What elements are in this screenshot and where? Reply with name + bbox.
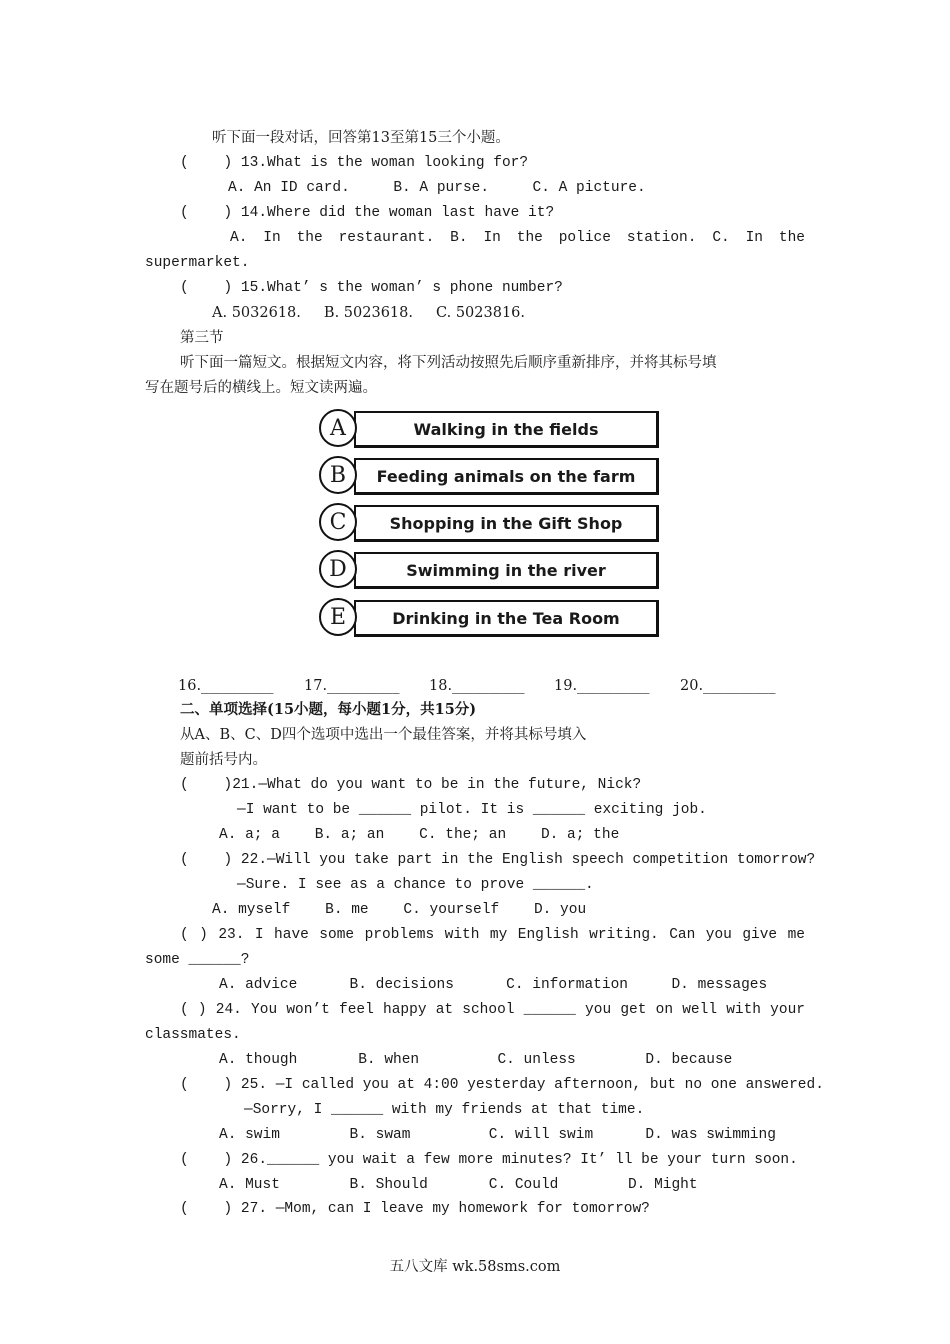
footer-watermark: 五八文库 wk.58sms.com [389, 1259, 561, 1275]
activity-a [318, 408, 660, 448]
activity-b-label: Feeding animals on the farm [354, 458, 659, 495]
question-22: ( ) 22.—Will you take part in the English speech competition tomorrow? [180, 852, 816, 868]
activity-c-label: Shopping in the Gift Shop [354, 505, 659, 542]
question-26: ( ) 26.______ you wait a few more minutes? It’ ll be your turn soon. [180, 1152, 798, 1168]
question-22-line-2: —Sure. I see as a chance to prove ______. [237, 877, 594, 893]
question-25: ( ) 25. —I called you at 4:00 yesterday afternoon, but no one answered. [180, 1077, 824, 1093]
activity-e-label: Drinking in the Tea Room [354, 600, 659, 637]
question-14-options: A. In the restaurant. B. In the police station. C. In the [230, 230, 805, 246]
question-24-cont: classmates. [145, 1027, 241, 1043]
answer-blank-20[interactable]: 20.__________ [680, 678, 776, 694]
question-23: ( ) 23. I have some problems with my English writing. Can you give me [180, 927, 805, 943]
listening-intro: 听下面一段对话，回答第13至第15三个小题。 [212, 130, 510, 146]
question-15: ( ) 15.What’ s the woman’ s phone number? [180, 280, 563, 296]
activity-c-letter: C [319, 503, 357, 541]
question-23-options: A. advice B. decisions C. information D. messages [219, 977, 768, 993]
part-2-title: 二、单项选择(15小题，每小题1分，共15分) [180, 701, 477, 718]
section-3-instruction-2: 写在题号后的横线上。短文读两遍。 [145, 380, 377, 396]
answer-blank-18[interactable]: 18.__________ [429, 678, 525, 694]
question-24: ( ) 24. You won’t feel happy at school ______ you get on well with your [180, 1002, 805, 1018]
question-22-options: A. myself B. me C. yourself D. you [212, 902, 587, 918]
activity-b [318, 455, 660, 495]
activity-a-letter: A [319, 409, 357, 447]
activity-d-letter: D [319, 550, 357, 588]
activity-b-letter: B [319, 456, 357, 494]
section-3-title: 第三节 [180, 330, 224, 346]
question-25-options: A. swim B. swam C. will swim D. was swimming [219, 1127, 776, 1143]
activity-a-label: Walking in the fields [354, 411, 659, 448]
section-3-instruction-1: 听下面一篇短文。根据短文内容，将下列活动按照先后顺序重新排序，并将其标号填 [180, 355, 717, 371]
question-13: ( ) 13.What is the woman looking for? [180, 155, 529, 171]
activity-e [318, 597, 660, 637]
question-14-options-cont: supermarket. [145, 255, 250, 271]
answer-blank-17[interactable]: 17.__________ [304, 678, 400, 694]
question-21: ( )21.—What do you want to be in the future, Nick? [180, 777, 642, 793]
part-2-instruction-1: 从A、B、C、D四个选项中选出一个最佳答案，并将其标号填入 [180, 727, 587, 743]
answer-blank-19[interactable]: 19.__________ [554, 678, 650, 694]
part-2-instruction-2: 题前括号内。 [180, 752, 267, 768]
question-14: ( ) 14.Where did the woman last have it? [180, 205, 555, 221]
activity-c [318, 502, 660, 542]
question-15-options: A. 5032618. B. 5023618. C. 5023816. [212, 305, 526, 321]
question-21-line-2: —I want to be ______ pilot. It is ______ exciting job. [237, 802, 707, 818]
question-25-line-2: —Sorry, I ______ with my friends at that time. [244, 1102, 645, 1118]
activity-e-letter: E [319, 598, 357, 636]
question-21-options: A. a; a B. a; an C. the; an D. a; the [219, 827, 620, 843]
activity-d [318, 549, 660, 589]
question-27: ( ) 27. —Mom, can I leave my homework for tomorrow? [180, 1201, 650, 1217]
question-26-options: A. Must B. Should C. Could D. Might [219, 1177, 698, 1193]
answer-blank-16[interactable]: 16.__________ [178, 678, 274, 694]
activity-d-label: Swimming in the river [354, 552, 659, 589]
question-24-options: A. though B. when C. unless D. because [219, 1052, 733, 1068]
question-13-options: A. An ID card. B. A purse. C. A picture. [228, 180, 646, 196]
question-23-cont: some ______? [145, 952, 250, 968]
